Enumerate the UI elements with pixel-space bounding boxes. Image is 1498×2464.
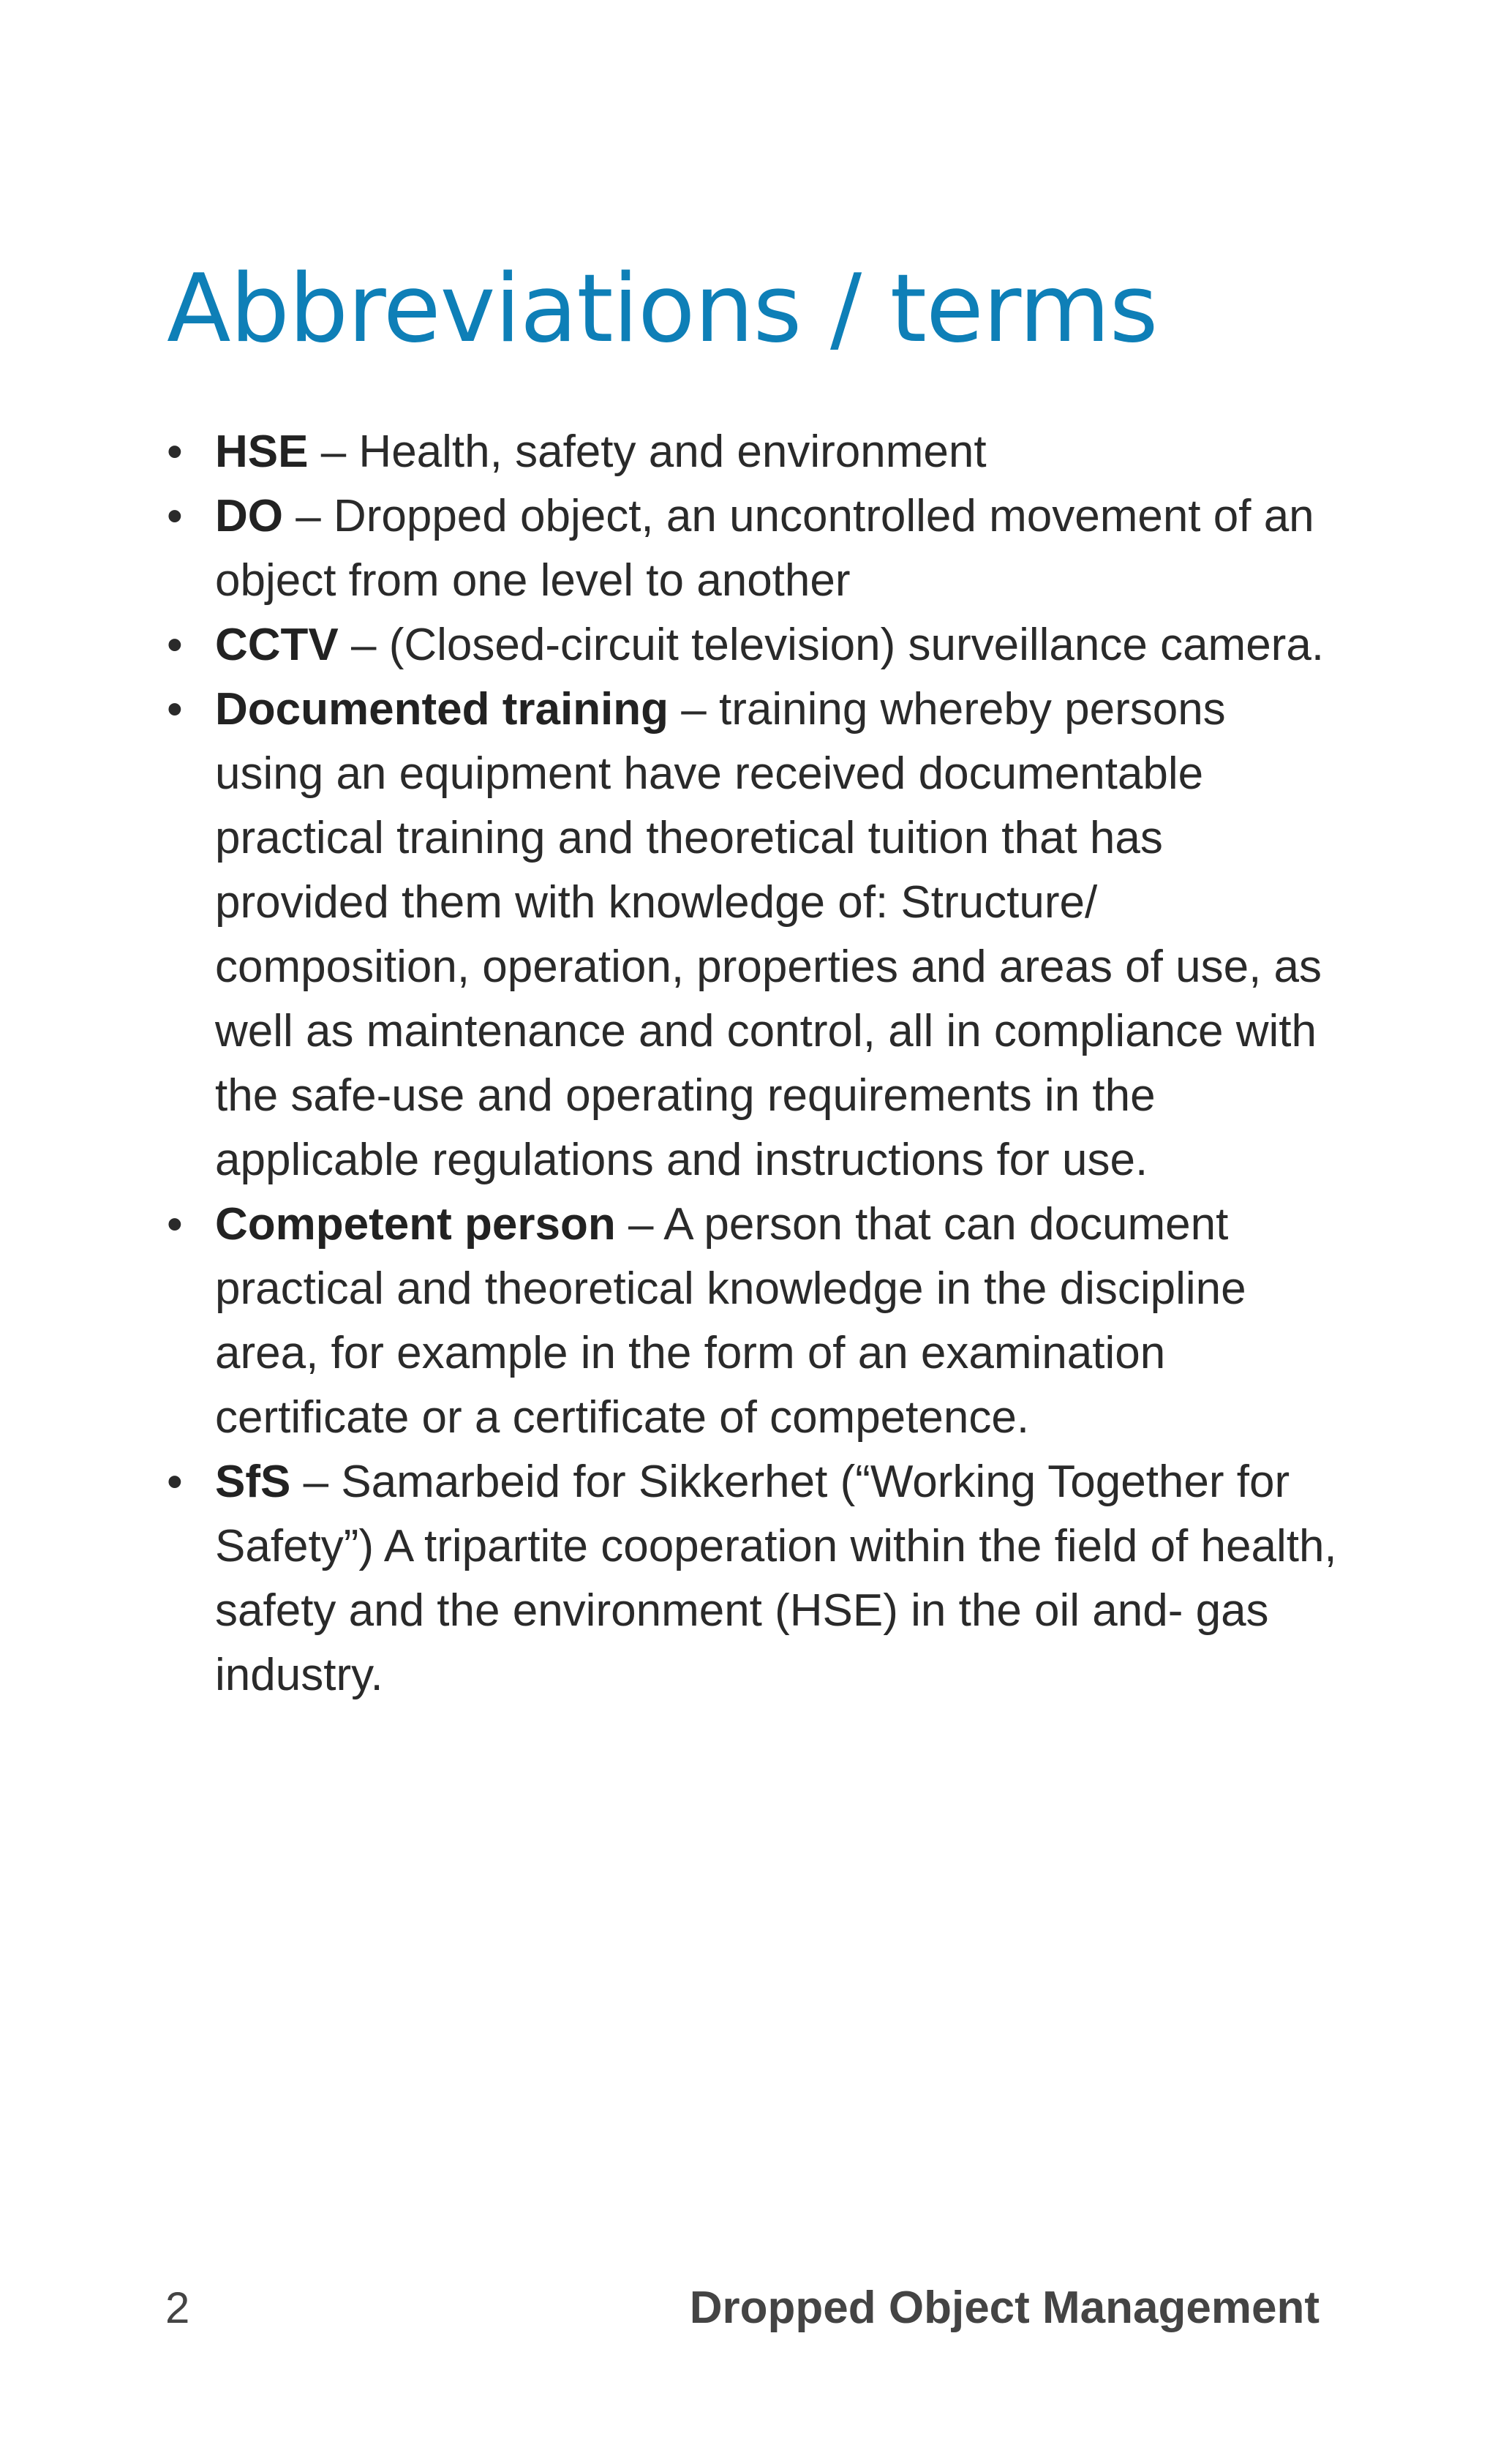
term-item	[167, 484, 1337, 613]
bullet-icon: •	[167, 1457, 183, 1507]
bullet-icon: •	[167, 620, 183, 670]
term-name: SfS	[215, 1457, 291, 1507]
term-item	[167, 1192, 1337, 1450]
bullet-icon: •	[167, 427, 183, 477]
page-title: Abbreviations / terms	[167, 255, 1158, 364]
bullet-icon: •	[167, 684, 183, 735]
term-name: DO	[215, 491, 283, 541]
term-description: – (Closed-circuit television) surveillance camera.	[338, 620, 1325, 670]
bullet-icon: •	[167, 491, 183, 541]
term-item	[167, 1450, 1337, 1708]
bullet-icon: •	[167, 1199, 183, 1250]
term-item	[167, 677, 1337, 1192]
term-description: – A person that can document practical and theoretical knowledge in the discipline area, for example in the form of an examination certificate or a certificate of competence.	[215, 1199, 1246, 1443]
term-name: Competent person	[215, 1199, 616, 1250]
page-number: 2	[165, 2283, 190, 2332]
term-description: – training whereby persons using an equipment have received documentable practical training and theoretical tuition that has provided them with knowledge of: Structure/ composition, operation, properties and areas of use, as well as maintenance and control, all in compliance with the safe-use and operating requirements in the applicable regulations and instructions for use.	[215, 684, 1322, 1185]
term-item	[167, 420, 1337, 484]
term-description: – Health, safety and environment	[308, 427, 987, 477]
footer-document-title: Dropped Object Management	[689, 2283, 1320, 2333]
term-name: CCTV	[215, 620, 339, 670]
term-description: – Dropped object, an uncontrolled movement of an object from one level to another	[215, 491, 1314, 606]
term-name: HSE	[215, 427, 309, 477]
terms-list	[167, 420, 1337, 1708]
term-description: – Samarbeid for Sikkerhet (“Working Together for Safety”) A tripartite cooperation within the field of health, safety and the environment (HSE) in the oil and- gas industry.	[215, 1457, 1337, 1700]
term-item	[167, 613, 1337, 677]
term-name: Documented training	[215, 684, 669, 735]
